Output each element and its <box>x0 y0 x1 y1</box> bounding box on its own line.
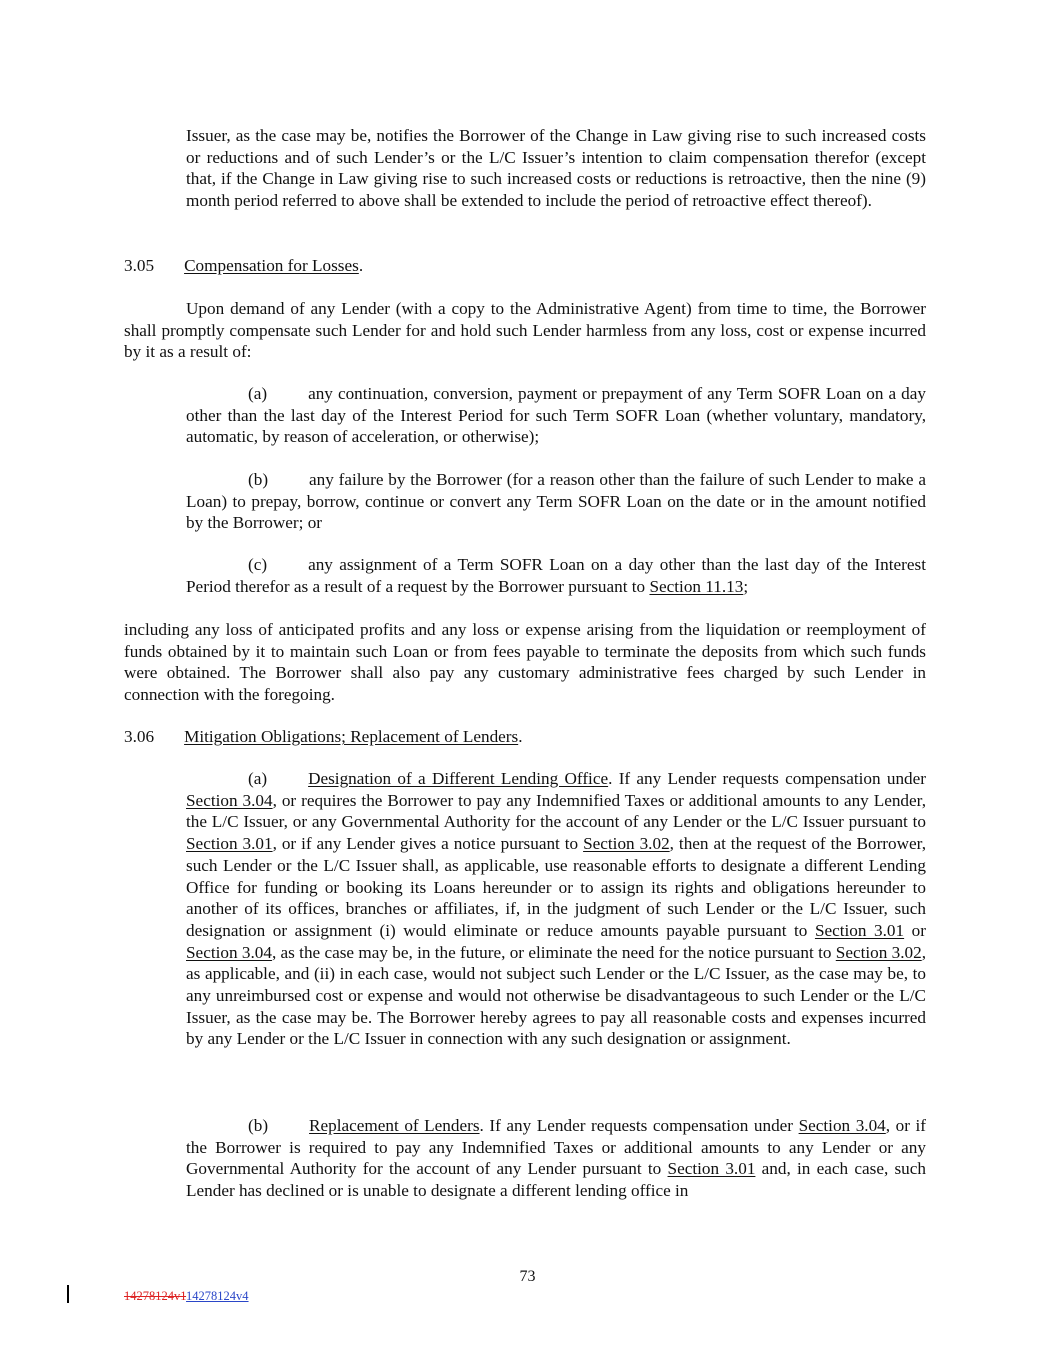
document-id <box>124 1289 249 1304</box>
clause-text: , or if any Lender gives a notice pursuant to <box>272 834 579 854</box>
clause-title: Designation of a Different Lending Office <box>308 769 609 788</box>
clause-3-06-a: (a) Designation of a Different Lending Office. If any Lender requests compensation under Section 3.04, or requires the Borrower to pay any Indemnified Taxes or additional amounts to any Lender, the L/C Issuer, or any Governmental Authority for the account of any Lender or the L/C Issuer pursuant to Section 3.01, or if any Lender gives a notice pursuant to Section 3.02, then at the request of the Borrower, such Lender or the L/C Issuer shall, as applicable, use reasonable efforts to designate a different Lending Office for funding or booking its Loans hereunder or to assign its rights and obligations hereunder to another of its offices, branches or affiliates, if, in the judgment of such Lender or the L/C Issuer, such designation or assignment (i) would eliminate or reduce amounts payable pursuant to Section 3.01 or Section 3.04, as the case may be, in the future, or eliminate the need for the notice pursuant to Section 3.02, as applicable, and (ii) in each case, would not subject such Lender or the L/C Issuer, as the case may be, to any unreimbursed cost or expense and would not otherwise be disadvantageous to such Lender or the L/C Issuer, as the case may be. The Borrower hereby agrees to pay all reasonable costs and expenses incurred by any Lender or the L/C Issuer in connection with any such designation or assignment. <box>186 769 927 1049</box>
section-reference-link[interactable]: Section 3.04 <box>186 790 273 810</box>
clause-text: , as the case may be, in the future, or eliminate the need for the notice pursuant to <box>271 942 832 962</box>
clause-text: and, in each case, such Lender has declined or is unable to designate a different lending office in <box>186 1159 927 1201</box>
clause-text: , then at the request of the Borrower, such Lender or the L/C Issuer shall, as applicable, use reasonable efforts to designate a different Lending Office for funding or booking its Loans hereunder or to assign its rights and obligations hereunder to another of its offices, branches or affiliates, if, in the judgment of such Lender or the L/C Issuer, such designation or assignment (i) would eliminate or reduce amounts payable pursuant to <box>186 834 926 940</box>
clause-label: (a) <box>248 769 268 788</box>
clause-label: (a) <box>248 384 268 403</box>
section-reference-link[interactable]: Section 11.13 <box>649 576 744 596</box>
clause-text: , as applicable, and (ii) in each case, would not subject such Lender or the L/C Issuer, as the case may be, to any unreimbursed cost or expense and would not otherwise be disadvantageous to such Lender or the L/C Issuer, as the case may be. The Borrower hereby agrees to pay all reasonable costs and expenses incurred by any Lender or the L/C Issuer in connection with any such designation or assignment. <box>186 942 927 1049</box>
section-reference-link[interactable]: Section 3.01 <box>186 834 273 854</box>
clause-text: any failure by the Borrower (for a reason other than the failure of such Lender to make a Loan) to prepay, borrow, continue or convert any Term SOFR Loan on the date or in the amount notified by the Borrower; or <box>186 470 926 533</box>
clause-b <box>186 469 926 534</box>
section-reference-link[interactable]: Section 3.04 <box>798 1116 886 1135</box>
section-3-05-heading: 3.05 Compensation for Losses. <box>124 256 364 275</box>
clause-c: (c) any assignment of a Term SOFR Loan on a day other than the last day of the Interest Period therefor as a result of a request by the Borrower pursuant to Section 11.13; <box>186 555 926 596</box>
section-reference-link[interactable]: Section 3.01 <box>667 1159 756 1179</box>
section-title: Compensation for Losses <box>184 256 359 275</box>
clause-text: any continuation, conversion, payment or prepayment of any Term SOFR Loan on a day other than the last day of the Interest Period for such Term SOFR Loan (whether voluntary, mandatory, automatic, by reason of acceleration, or otherwise); <box>186 384 926 447</box>
clause-text: , or if the Borrower is required to pay any Indemnified Taxes or additional amounts to any Lender or any Governmental Authority for the account of any Lender pursuant to <box>186 1116 927 1179</box>
page-number: 73 <box>519 1268 536 1285</box>
section-3-06-heading: 3.06 Mitigation Obligations; Replacement of Lenders. <box>124 727 523 746</box>
clause-text: any assignment of a Term SOFR Loan on a day other than the last day of the Interest Period therefor as a result of a request by the Borrower pursuant to <box>186 555 926 596</box>
clause-a <box>186 383 926 448</box>
clause-text: If any Lender requests compensation under <box>618 769 926 788</box>
change-bar <box>67 1285 69 1303</box>
clause-label: (b) <box>248 470 269 489</box>
section-reference-link[interactable]: Section 3.01 <box>814 920 905 940</box>
clause-label: (b) <box>248 1116 269 1135</box>
clause-text: , or requires the Borrower to pay any Indemnified Taxes or additional amounts to any Lender, the L/C Issuer, or any Governmental Authority for the account of any Lender or the L/C Issuer pursuant to <box>186 790 926 832</box>
section-3-05-intro: Upon demand of any Lender (with a copy to the Administrative Agent) from time to time, the Borrower shall promptly compensate such Lender for and hold such Lender harmless from any loss, cost or expense incurred by it as a result of: <box>124 299 926 362</box>
section-3-05-closing: including any loss of anticipated profits and any loss or expense arising from the liquidation or reemployment of funds obtained by it to maintain such Loan or from fees payable to terminate the deposits from which such funds were obtained. The Borrower shall also pay any customary administrative fees charged by such Lender in connection with the foregoing. <box>124 620 926 705</box>
section-reference-link[interactable]: Section 3.02 <box>835 942 922 962</box>
clause-title: Replacement of Lenders <box>309 1116 480 1135</box>
clause-text: or <box>911 920 926 940</box>
section-title: Mitigation Obligations; Replacement of Lenders <box>184 727 519 746</box>
clause-label: (c) <box>248 555 268 574</box>
inserted-doc-id: 14278124v4 <box>186 1289 249 1303</box>
section-reference-link[interactable]: Section 3.02 <box>583 834 670 854</box>
section-number: 3.06 <box>124 727 155 746</box>
section-number: 3.05 <box>124 256 155 275</box>
clause-text: If any Lender requests compensation under <box>489 1116 794 1135</box>
section-reference-link[interactable]: Section 3.04 <box>186 942 272 962</box>
clause-3-06-b: (b) Replacement of Lenders. If any Lender requests compensation under Section 3.04, or if the Borrower is required to pay any Indemnified Taxes or additional amounts to any Lender or any Governmental Authority for the account of any Lender pursuant to Section 3.01 and, in each case, such Lender has declined or is unable to designate a different lending office in <box>186 1116 927 1201</box>
continued-paragraph: Issuer, as the case may be, notifies the Borrower of the Change in Law giving rise to such increased costs or reductions and of such Lender’s or the L/C Issuer’s intention to claim compensation therefor (except that, if the Change in Law giving rise to such increased costs or reductions is retroactive, then the nine (9) month period referred to above shall be extended to include the period of retroactive effect thereof). <box>186 126 926 211</box>
deleted-doc-id: 14278124v1 <box>124 1289 187 1303</box>
